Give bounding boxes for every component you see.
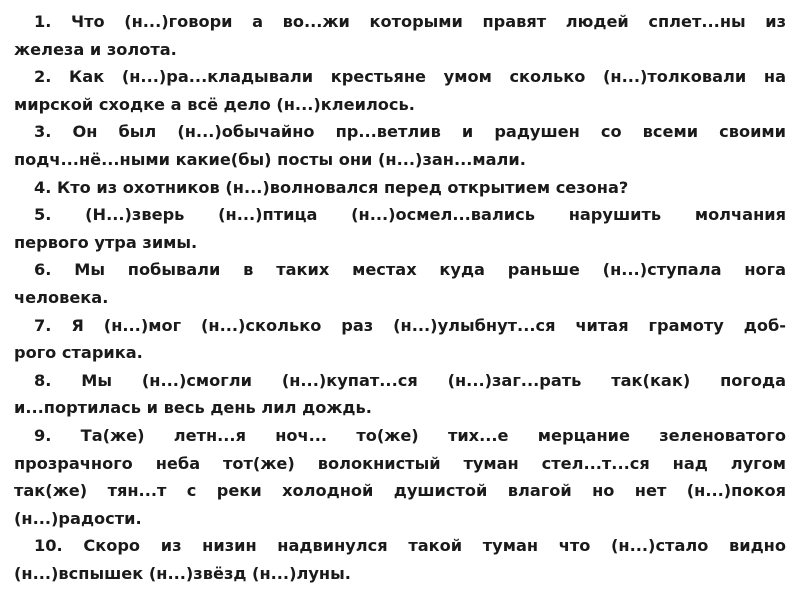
item-1-line-1: 1. Что (н...)говори а во...жи которыми правят людей сплет...ны из (34, 12, 786, 31)
item-3-line-2: подч...нё...ными какие(бы) посты они (н...)зан...мали. (14, 149, 526, 169)
item-8-line-1: 8. Мы (н...)смогли (н...)купат...ся (н...)заг...рать так(как) погода (34, 370, 786, 390)
item-7-line-2: рого старика. (14, 343, 143, 363)
item-6-line-2: человека. (14, 287, 109, 307)
exercise-text (14, 8, 786, 587)
item-8-line-2: и...портилась и весь день лил дождь. (14, 398, 372, 418)
item-2-line-1: 2. Как (н...)ра...кладывали крестьяне умом сколько (н...)толковали на (34, 67, 786, 87)
item-9-line-3: так(же) тян...т с реки холодной душистой влагой но нет (н...)покоя (14, 481, 786, 501)
item-3-line-1: 3. Он был (н...)обычайно пр...ветлив и радушен со всеми своими (34, 122, 786, 142)
item-9-line-2: прозрачного неба тот(же) волокнистый туман стел...т...ся над лугом (14, 453, 786, 473)
item-4-line-1: 4. Кто из охотников (н...)волновался перед открытием сезона? (34, 177, 629, 197)
item-10-line-2: (н...)вспышек (н...)звёзд (н...)луны. (14, 563, 351, 583)
item-7-line-1: 7. Я (н...)мог (н...)сколько раз (н...)улыбнут...ся читая грамоту доб- (34, 315, 786, 335)
item-9-line-1: 9. Та(же) летн...я ноч... то(же) тих...е мерцание зеленоватого (34, 425, 786, 445)
item-6-line-1: 6. Мы побывали в таких местах куда раньше (н...)ступала нога (34, 260, 786, 280)
item-5-line-2: первого утра зимы. (14, 232, 198, 252)
item-2-line-2: мирской сходке а всё дело (н...)клеилось. (14, 94, 415, 114)
item-10-line-1: 10. Скоро из низин надвинулся такой туман что (н...)стало видно (34, 536, 786, 556)
item-9-line-4: (н...)радости. (14, 508, 142, 528)
item-5-line-1: 5. (Н...)зверь (н...)птица (н...)осмел...вались нарушить молчания (34, 205, 786, 225)
item-1-line-2: железа и золота. (14, 39, 177, 59)
